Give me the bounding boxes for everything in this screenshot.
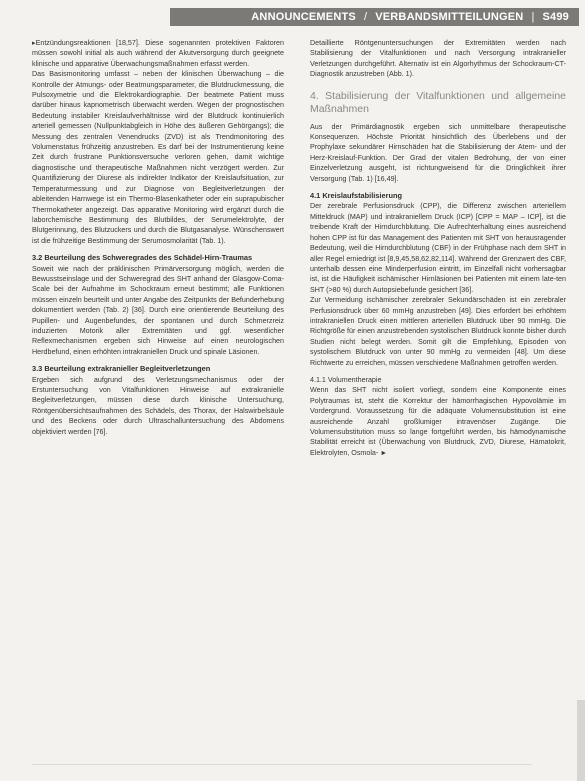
paragraph-basic-monitoring: Das Basismonitoring umfasst – neben der klinischen Überwachung – die Kontrolle der Atmungs- oder Beatmungsparameter, die Blutdruckmessung, die Pulsoxymetrie und die Elektrokardiographie. Der beatmete Patient muss darüber hinaus kapnometrisch überwacht werden. Wegen der prognostischen Bedeutung instabiler Kreislaufverhältnisse wird der Blutdruck kontinuierlich arteriell gemessen (Nullpunktabgleich in Höhe des äußeren Gehörgangs); die Messung des zentralen Venendrucks (ZVD) ist als Trendmonitoring des Volumenstatus frühzeitig anzustreben. Es darf bei der Instrumentierung keine Zeit durch frustrane Punktionsversuche verloren gehen, damit wichtige diagnostische und therapeutische Maßnahmen nicht verzögert werden. Zur Quantifizierung der Diurese als indirekter Indikator der Kreislaufsituation, zur Temperaturmessung und zur Diagnose von Begleitverletzungen der ableitenden Harnwege ist ein Thermo-Blasenkatheter oder ein suprapubischer Thermokatheter angezeigt. Das apparative Monitoring wird ergänzt durch die laborchemische Bestimmung des Blutbildes, der Serumelektrolyte, der Blutgerinnung, des Blutzuckers und durch die Blutgasanalyse. Wünschenswert ist die frühzeitige Bestimmung der Serumosmolarität (Tab. 1). [32,70,284,245]
header-section-en: ANNOUNCEMENTS [251,11,356,23]
heading-3-3: 3.3 Beurteilung extrakranieller Begleitverletzungen [32,364,211,374]
heading-4: 4. Stabilisierung der Vitalfunktionen und allgemeine Maßnahmen [310,89,566,115]
page-number: S499 [542,11,569,23]
paragraph-xray: Detaillierte Röntgenuntersuchungen der Extremitäten werden nach Stabilisierung der Vitalfunktionen und nach Versorgung intrakranieller Verletzungen durchgeführt. Alternativ ist ein Algorhythmus der Schockraum-CT-Diagnostik anzustreben (Abb. 1). [310,39,566,79]
left-column [32,38,284,437]
footer-rule [32,764,532,765]
paragraph-primary-diagnostics: Aus der Primärdiagnostik ergeben sich unmittelbare therapeutische Konsequenzen. Höchste Priorität hinsichtlich des Überlebens und der Prophylaxe sekundärer Hirnschäden hat die Stabilisierung der Atem- und der Herz-Kreislauf-Funktion. Der Grad der vitalen Bedrohung, der von einer Einzelverletzung ausgeht, ist richtungweisend für die Dringlichkeit ihrer Versorgung (Tab. 1) [16,49]. [310,122,566,183]
running-header [170,8,579,26]
right-column [310,38,566,459]
header-section-de: VERBANDSMITTEILUNGEN [375,11,524,23]
heading-3-2: 3.2 Beurteilung des Schweregrades des Schädel-Hirn-Traumas [32,253,253,263]
page-edge-shadow [577,700,585,781]
paragraph-severity: Soweit wie nach der präklinischen Primärversorgung möglich, werden die Bewusstseinslage und der Schweregrad des SHT anhand der Glasgow-Coma-Scale bei der Aufnahme im Schockraum erneut bestimmt; alle Funktionen müssen einzeln beurteilt und unter Angabe des Zeitpunkts der Befunderhebung dokumentiert werden (Tab. 2) [36]. Durch eine orientierende Beurteilung des Pupillen- und Augenbefundes, der spontanen und durch Schmerzreiz induzierten Motorik aller Extremitäten und ggf. wesentlicher Reflexmechanismen ergeben sich Hinweise auf einen neurologischen Herdbefund, einen erhöhten intrakraniellen Druck und spinale Läsionen. [32,264,284,356]
paragraph-perfusion: Der zerebrale Perfusionsdruck (CPP), die Differenz zwischen arteriellem Mitteldruck (MAP) und intrakraniellem Druck (ICP) [CPP = MAP – ICP], ist die treibende Kraft der Hirndurchblutung. Die Aufrechterhaltung eines ausreichend hohen CPP ist für das Management des Patienten mit SHT von herausragender Bedeutung, weil die Hirndurchblutung (CBF) in der Frühphase nach dem SHT in aller Regel erniedrigt ist [8,9,45,58,62,82,114]. Während der Grenzwert des CBF, unterhalb dessen eine Minderperfusion eintritt, im Einzelfall nicht vorhersagbar ist, ist die Häufigkeit ischämischer Hirnläsionen bei Patienten mit einem late-ten SHT (>80 %) durch Autopsiebefunde gesichert [36]. [310,202,566,294]
paragraph-extracranial: Ergeben sich aufgrund des Verletzungsmechanismus oder der Erstuntersuchung von Vitalfunktionen Hinweise auf extrakranielle Begleitverletzungen, müssen diese durch klinische Untersuchung, Röntgenübersichtsaufnahmen des Schädels, des Thorax, der Halswirbelsäule und des Beckens oder durch Ultraschalluntersuchung des Abdomens objektiviert werden [76]. [32,375,284,436]
volume-therapy-text: Wenn das SHT nicht isoliert vorliegt, sondern eine Komponente eines Polytraumas ist, steht die Korrektur der hämorrhagischen Hypovolämie im Vordergrund. Voraussetzung für die adäquate Volumensubstitution ist eine ausreichende Anzahl großlumiger intravenöser Zugänge. Die Volumensubstitution muss so lange fortgeführt werden, bis hämodynamische Stabilität erreicht ist (Überwachung von Blutdruck, ZVD, Diurese, Hämatokrit, Elektrolyten, Osmola- [310,386,566,457]
paragraph-volume-therapy [310,385,566,459]
continue-arrow-icon: ► [380,449,388,457]
paragraph-inflammation: ▸ Entzündungsreaktionen [18,57]. Diese sogenannten protektiven Faktoren müssen sowohl initial als auch während der Akutversorgung durch geeignete klinische und apparative Überwachungsmaßnahmen erfasst werden. [32,38,284,69]
heading-4-1-1: 4.1.1 Volumentherapie [310,375,382,384]
header-divider: | [531,11,535,23]
heading-4-1: 4.1 Kreislaufstabilisierung [310,191,403,201]
paragraph-ischemia: Zur Vermeidung ischämischer zerebraler Sekundärschäden ist ein zerebraler Perfusionsdruck über 60 mmHg anzustreben [49]. Dies erfordert bei erhöhtem intrakraniellen Druck einen mittleren arteriellen Blutdruck über 90 mmHg. Die Richtgröße für einen anzustrebenden systolischen Blutdruck konnte bisher durch Studien nicht belegt werden. Somit gilt die Empfehlung, Episoden von systolischem Blutdruck von unter 90 mmHg zu vermeiden [48]. Um diese Richtwerte zu erreichen, müssen verschiedene Maßnahmen getroffen werden. [310,296,566,367]
header-separator: / [363,11,368,23]
